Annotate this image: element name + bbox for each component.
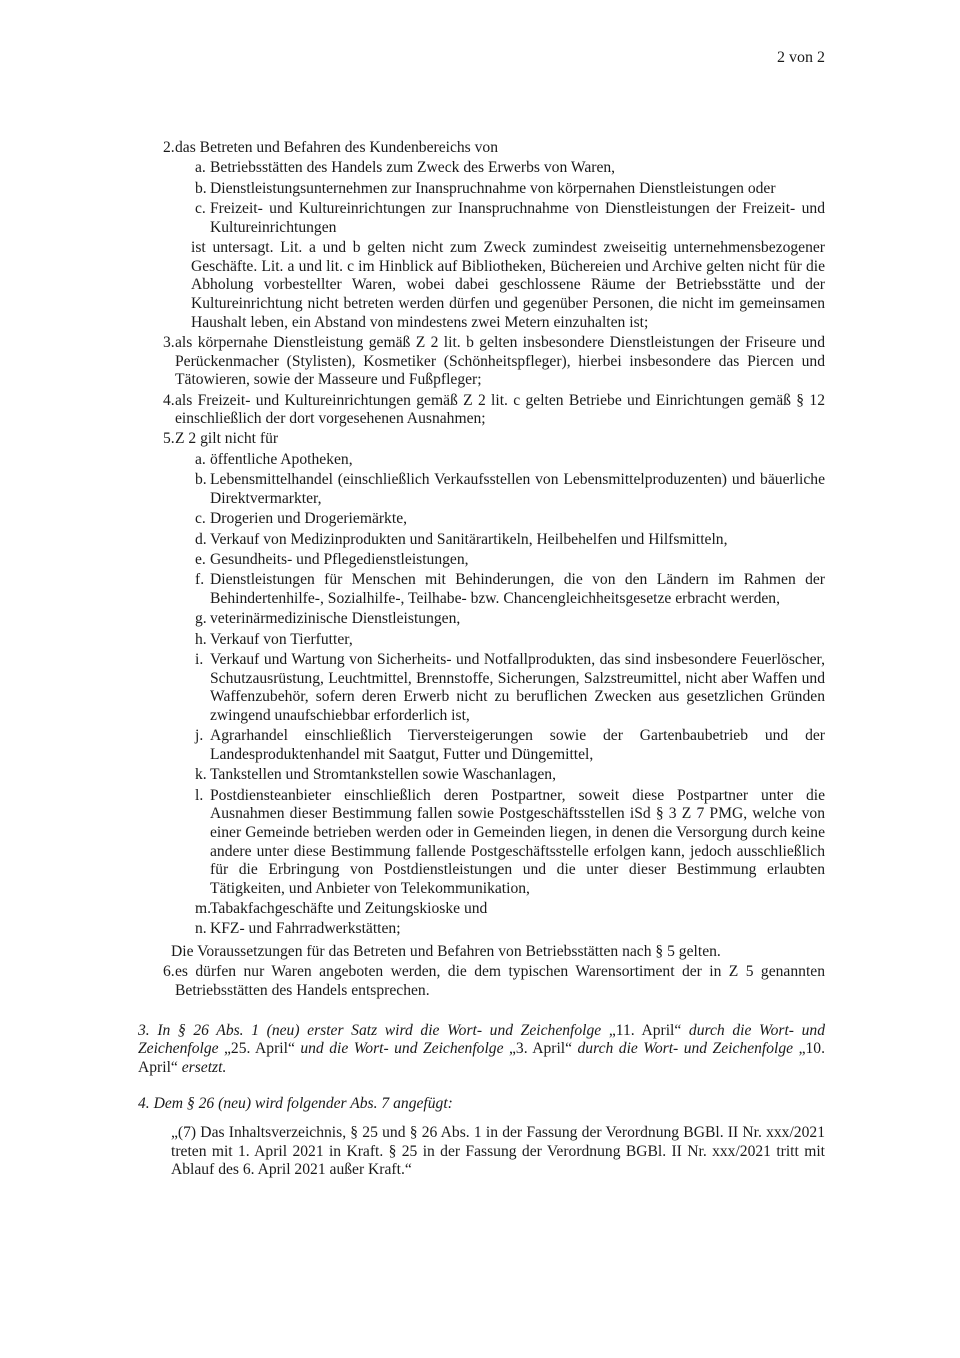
sub-label: c.	[195, 510, 206, 528]
sub-item-5j	[138, 727, 825, 764]
item-text: als körpernahe Dienstleistung gemäß Z 2 lit. b gelten insbesondere Dienstleistungen der Friseure und Perückenmacher (Stylisten), Kosmetiker (Schönheitspfleger), hierbei insbesondere das Piercen und Tätowieren, sowie der Masseure und Fußpfleger;	[175, 333, 825, 389]
sub-item-5m	[138, 900, 825, 919]
sub-item-5g	[138, 610, 825, 629]
list-item-5	[138, 430, 825, 449]
item-label: 2.	[163, 139, 175, 156]
sub-text: Verkauf von Tierfutter,	[210, 630, 353, 648]
sub-label: j.	[195, 727, 204, 745]
sub-label: a.	[195, 159, 206, 177]
sub-text: Drogerien und Drogeriemärkte,	[210, 510, 408, 528]
page-number: 2 von 2	[777, 49, 825, 66]
sub-label: l.	[195, 786, 204, 804]
sub-text: Gesundheits- und Pflegedienstleistungen,	[210, 551, 469, 569]
sub-label: f.	[195, 571, 205, 589]
sub-item-5d	[138, 531, 825, 550]
sub-item-5e	[138, 551, 825, 570]
item-text: es dürfen nur Waren angeboten werden, die dem typischen Warensortiment der in Z 5 genannten Betriebsstätten des Handels entsprechen.	[175, 963, 825, 1000]
sub-item-5h	[138, 631, 825, 650]
sub-label: g.	[195, 610, 207, 628]
item-label: 6.	[163, 963, 175, 981]
sub-text: Agrarhandel einschließlich Tierversteigerungen sowie der Gartenbaubetrieb und der Landesproduktenhandel mit Saatgut, Futter und Düngemittel,	[210, 727, 825, 763]
list-item-4	[138, 392, 825, 429]
sub-item-5c	[138, 510, 825, 529]
quoted-date: „11. April“	[608, 1021, 682, 1039]
list-item-2	[138, 139, 825, 158]
sub-label: b.	[195, 179, 207, 197]
sub-item-5b	[138, 471, 825, 508]
list-item-3	[138, 334, 825, 390]
sub-text: veterinärmedizinische Dienstleistungen,	[210, 610, 461, 628]
item-text: Z 2 gilt nicht für	[175, 430, 279, 448]
sub-text: KFZ- und Fahrradwerkstätten;	[210, 920, 401, 938]
sub-item-5i	[138, 651, 825, 725]
sub-item-5l	[138, 787, 825, 899]
sub-label: e.	[195, 551, 206, 569]
amendment-text: „(7) Das Inhaltsverzeichnis, § 25 und § 26 Abs. 1 in der Fassung der Verordnung BGBl. II Nr. xxx/2021 treten mit 1. April 2021 in Kraft. § 25 in der Fassung der Verordnung BGBl. II Nr. xxx/2021 tritt mit Ablauf des 6. April 2021 außer Kraft.“	[171, 1124, 825, 1179]
sub-label: c.	[195, 200, 206, 218]
sub-text: öffentliche Apotheken,	[210, 450, 353, 468]
item-label: 3.	[163, 333, 175, 351]
sub-item-5n	[138, 920, 825, 939]
sub-text: Freizeit- und Kultureinrichtungen zur Inanspruchnahme von Dienstleistungen der Freizeit- und Kultureinrichtungen	[210, 200, 825, 236]
sub-label: m.	[195, 900, 212, 918]
amendment-instruction-4: 4. Dem § 26 (neu) wird folgender Abs. 7 angefügt:	[138, 1095, 453, 1113]
sub-text: Dienstleistungsunternehmen zur Inanspruchnahme von körpernahen Dienstleistungen oder	[210, 179, 776, 197]
amendment-instruction-3	[138, 1022, 825, 1078]
item-label: 5.	[163, 430, 175, 448]
quoted-date: „10. April“	[138, 1040, 825, 1076]
item-5-tail: Die Voraussetzungen für das Betreten und Befahren von Betriebsstätten nach § 5 gelten.	[171, 943, 721, 961]
instruction-text: durch die Wort- und Zeichenfolge	[572, 1040, 799, 1058]
item-text: als Freizeit- und Kultureinrichtungen gemäß Z 2 lit. c gelten Betriebe und Einrichtungen gemäß § 12 einschließlich der dort vorgesehenen Ausnahmen;	[175, 391, 825, 428]
sub-item-5f	[138, 571, 825, 608]
sub-text: Postdiensteanbieter einschließlich deren Postpartner, soweit diese Postpartner unter die Ausnahmen dieser Bestimmung fallen sowie Postgeschäftsstellen iSd § 3 Z 7 PMG, welche von einer Gemeinde betrieben werden oder in Gemeinden liegen, in denen die Versorgung durch keine andere unter diese Bestimmung fallende Postgeschäftsstelle erfolgen kann, jedoch ausschließlich für die Erbringung von Postdienstleistungen und die unter dieser Bestimmung erlaubten Tätigkeiten, und Anbieter von Telekommunikation,	[210, 786, 825, 897]
sub-label: k.	[195, 766, 207, 784]
sub-label: i.	[195, 651, 204, 669]
sub-item-5k	[138, 766, 825, 785]
quoted-date: „25. April“	[224, 1040, 295, 1058]
sub-label: d.	[195, 530, 207, 548]
quoted-date: „3. April“	[508, 1040, 573, 1058]
list-item-6	[138, 963, 825, 1000]
instruction-text: durch die Wort- und Zeichenfolge	[138, 1021, 825, 1058]
sub-item-2a	[138, 159, 825, 178]
sub-item-2b	[138, 180, 825, 199]
sub-text: Betriebsstätten des Handels zum Zweck des Erwerbs von Waren,	[210, 159, 616, 177]
sub-text: Dienstleistungen für Menschen mit Behinderungen, die von den Ländern im Rahmen der Behindertenhilfe-, Sozialhilfe-, Teilhabe- bzw. Chancengleichheitsgesetze erbracht werden,	[210, 571, 825, 608]
item-label: 4.	[163, 391, 175, 409]
sub-text: Verkauf von Medizinprodukten und Sanitärartikeln, Heilbehelfen und Hilfsmitteln,	[210, 530, 728, 548]
sub-label: a.	[195, 450, 206, 468]
item-text: das Betreten und Befahren des Kundenbereichs von	[175, 139, 499, 156]
instruction-text: ersetzt.	[177, 1058, 227, 1076]
instruction-text: und die Wort- und Zeichenfolge	[294, 1040, 509, 1058]
sub-text: Verkauf und Wartung von Sicherheits- und Notfallprodukten, das sind insbesondere Feuerlöscher, Schutzausrüstung, Leuchtmittel, Brennstoffe, Sicherungen, Salzstreumittel, nicht aber Waffen und Waffenzubehör, sofern deren Erwerb nicht zu beruflichen Zwecken aus gesetzlichen Gründen zwingend unaufschiebbar erforderlich ist,	[210, 651, 825, 724]
item-2-continuation: ist untersagt. Lit. a und b gelten nicht zum Zweck zumindest zweiseitig unternehmensbezogener Geschäfte. Lit. a und lit. c im Hinblick auf Bibliotheken, Büchereien und Archive gelten nicht für die Abholung vorbestellter Waren, wobei dabei geschlossene Räume der Betriebsstätte und der Kultureinrichtung nicht betreten werden dürfen und gegenüber Personen, die nicht im gemeinsamen Haushalt leben, ein Abstand von mindestens zwei Metern einzuhalten ist;	[191, 239, 825, 331]
sub-item-2c	[138, 200, 825, 237]
instruction-text: 3. In § 26 Abs. 1 (neu) erster Satz wird die Wort- und Zeichenfolge	[138, 1021, 609, 1039]
sub-text: Lebensmittelhandel (einschließlich Verkaufsstellen von Lebensmittelproduzenten) und bäuerliche Direktvermarkter,	[210, 471, 825, 507]
document-body	[138, 139, 825, 1180]
sub-label: h.	[195, 630, 207, 648]
sub-item-5a	[138, 451, 825, 470]
sub-text: Tabakfachgeschäfte und Zeitungskioske und	[210, 900, 488, 918]
sub-label: n.	[195, 920, 207, 938]
sub-text: Tankstellen und Stromtankstellen sowie Waschanlagen,	[210, 766, 556, 784]
sub-label: b.	[195, 471, 207, 489]
